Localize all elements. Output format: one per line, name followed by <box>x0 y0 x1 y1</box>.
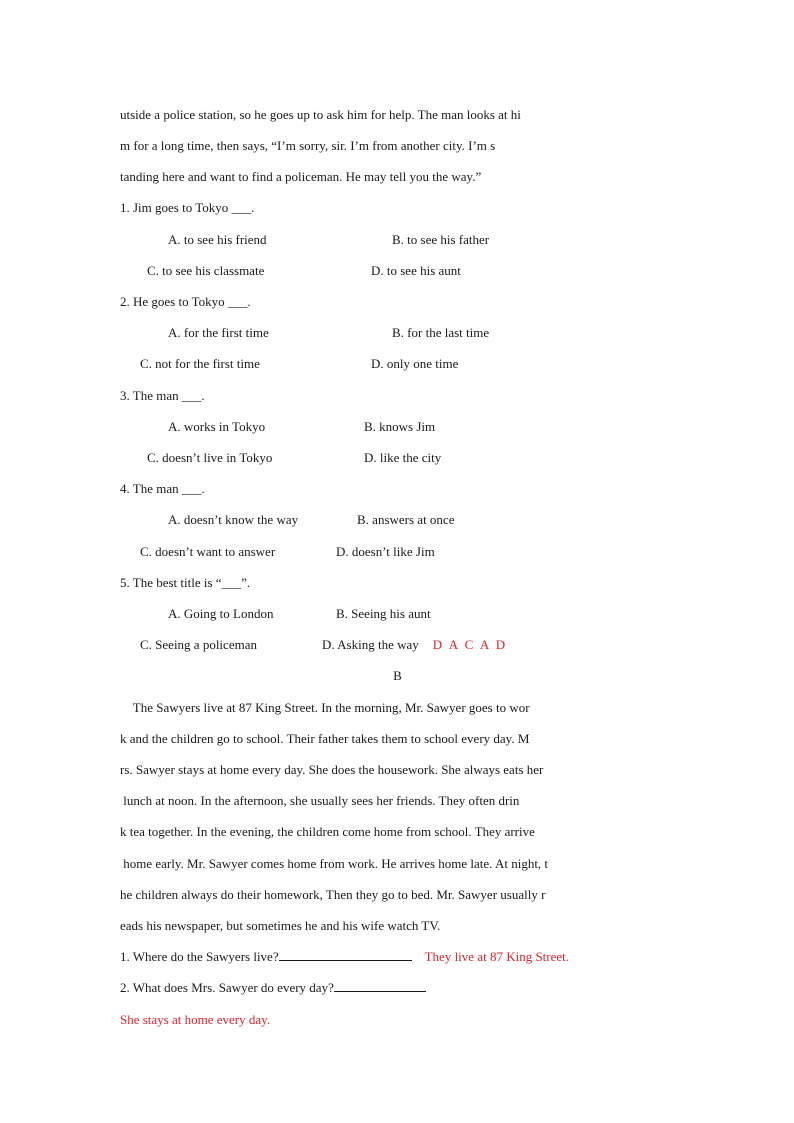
passage-b-line: k and the children go to school. Their father takes them to school every day. M <box>120 731 530 746</box>
option-d-with-answers <box>322 637 672 653</box>
question-stem: 2. He goes to Tokyo ___. <box>120 294 251 309</box>
section-label: B <box>393 668 402 683</box>
option-b: B. knows Jim <box>364 419 436 434</box>
question-b1 <box>120 949 720 965</box>
answer-text: They live at 87 King Street. <box>424 949 570 964</box>
option-b: B. to see his father <box>392 232 490 247</box>
answer-key: D A C A D <box>432 637 508 652</box>
option-a: A. to see his friend <box>168 232 267 247</box>
passage-b-line: The Sawyers live at 87 King Street. In the morning, Mr. Sawyer goes to wor <box>120 700 530 715</box>
question-stem: 5. The best title is “___”. <box>120 575 251 590</box>
question-stem: 1. Where do the Sawyers live? <box>120 949 279 964</box>
option-b: B. for the last time <box>392 325 490 340</box>
passage-a-line: m for a long time, then says, “I’m sorry, sir. I’m from another city. I’m s <box>120 138 496 153</box>
option-c: C. Seeing a policeman <box>140 637 257 652</box>
option-d: D. to see his aunt <box>371 263 461 278</box>
answer-blank <box>279 949 412 961</box>
passage-b-line: k tea together. In the evening, the children come home from school. They arrive <box>120 824 535 839</box>
passage-b-line: home early. Mr. Sawyer comes home from work. He arrives home late. At night, t <box>120 856 549 871</box>
option-d: D. Asking the way <box>322 637 419 652</box>
option-c: C. to see his classmate <box>147 263 265 278</box>
question-stem: 2. What does Mrs. Sawyer do every day? <box>120 980 334 995</box>
answer-blank <box>334 980 426 992</box>
option-a: A. Going to London <box>168 606 274 621</box>
passage-b-line: eads his newspaper, but sometimes he and his wife watch TV. <box>120 918 441 933</box>
option-c: C. not for the first time <box>140 356 260 371</box>
passage-a-line: tanding here and want to find a policeman. He may tell you the way.” <box>120 169 482 184</box>
option-d: D. only one time <box>371 356 459 371</box>
option-a: A. works in Tokyo <box>168 419 266 434</box>
option-d: D. doesn’t like Jim <box>336 544 435 559</box>
option-c: C. doesn’t live in Tokyo <box>147 450 273 465</box>
passage-b-line: rs. Sawyer stays at home every day. She does the housework. She always eats her <box>120 762 544 777</box>
passage-b-line: lunch at noon. In the afternoon, she usually sees her friends. They often drin <box>120 793 520 808</box>
option-a: A. doesn’t know the way <box>168 512 299 527</box>
answer-text: She stays at home every day. <box>120 1012 271 1027</box>
question-stem: 3. The man ___. <box>120 388 205 403</box>
passage-a-line: utside a police station, so he goes up to ask him for help. The man looks at hi <box>120 107 521 122</box>
option-c: C. doesn’t want to answer <box>140 544 276 559</box>
option-b: B. Seeing his aunt <box>336 606 431 621</box>
option-a: A. for the first time <box>168 325 269 340</box>
question-stem: 1. Jim goes to Tokyo ___. <box>120 200 255 215</box>
question-b2 <box>120 980 675 996</box>
option-b: B. answers at once <box>357 512 455 527</box>
question-stem: 4. The man ___. <box>120 481 205 496</box>
option-d: D. like the city <box>364 450 442 465</box>
passage-b-line: he children always do their homework, Then they go to bed. Mr. Sawyer usually r <box>120 887 546 902</box>
